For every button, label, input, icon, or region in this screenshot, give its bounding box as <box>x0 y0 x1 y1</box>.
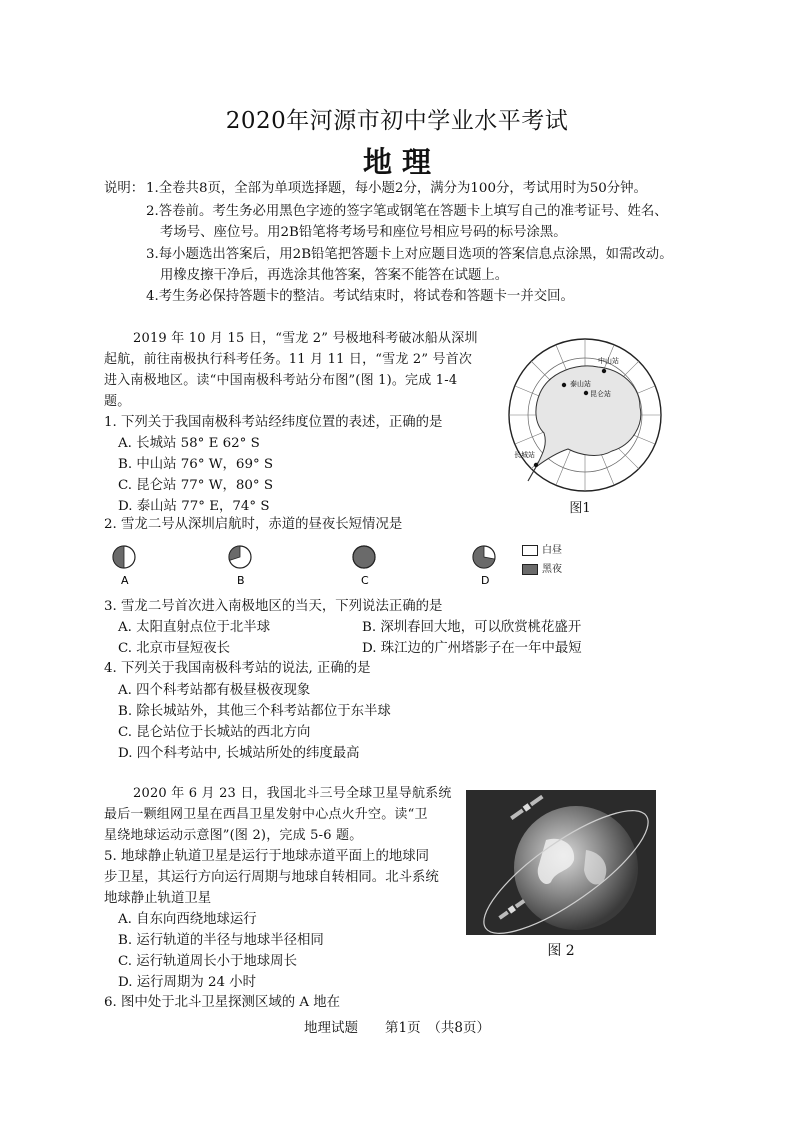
pie-legend <box>522 541 562 575</box>
option-b: B. 运行轨道的半径与地球半径相同 <box>118 933 324 948</box>
option-c: C. 昆仑站位于长城站的西北方向 <box>118 725 311 740</box>
option-b: B. 中山站 76° W，69° S <box>118 457 274 472</box>
instruction-line: 3.每小题选出答案后，用2B铅笔把答题卡上对应题目选项的答案信息点涂黑，如需改动。 <box>146 247 673 262</box>
figure-1-antarctic-map <box>500 333 680 516</box>
pie-option-a <box>113 546 135 587</box>
passage-line: 进入南极地区。读“中国南极科考站分布图”(图 1)。完成 1-4 <box>104 373 458 388</box>
option-d: D. 四个科考站中, 长城站所处的纬度最高 <box>118 746 360 761</box>
page-footer: 地理试题 第1页 （共8页） <box>304 1020 490 1036</box>
question-stem: 地球静止轨道卫星 <box>104 891 212 906</box>
legend-night <box>522 560 562 575</box>
question-stem: 2. 雪龙二号从深圳启航时，赤道的昼夜长短情况是 <box>104 517 403 532</box>
option-d: D. 运行周期为 24 小时 <box>118 975 257 990</box>
question-stem: 5. 地球静止轨道卫星是运行于地球赤道平面上的地球同 <box>104 849 430 864</box>
day-swatch-icon <box>522 545 538 556</box>
exam-title: 2020年河源市初中学业水平考试 <box>225 108 569 134</box>
instruction-line: 4.考生务必保持答题卡的整洁。考试结束时，将试卷和答题卡一并交回。 <box>146 289 574 304</box>
pie-night-slice <box>353 546 375 568</box>
pie-option-b <box>229 546 251 587</box>
passage-line: 题。 <box>104 394 131 409</box>
instructions-prefix: 说明： <box>104 181 145 196</box>
option-c: C. 北京市昼短夜长 <box>118 641 231 656</box>
option-b: B. 深圳春回大地，可以欣赏桃花盛开 <box>362 620 582 635</box>
option-a: A. 长城站 58° E 62° S <box>118 436 260 451</box>
instruction-line: 考场号、座位号。用2B铅笔将考场号和座位号相应号码的标号涂黑。 <box>160 225 567 240</box>
antarctic-map-graphic <box>500 333 680 493</box>
passage-line: 2019 年 10 月 15 日，“雪龙 2” 号极地科考破冰船从深圳 <box>133 331 478 346</box>
question-stem: 1. 下列关于我国南极科考站经纬度位置的表述，正确的是 <box>104 415 443 430</box>
question-stem: 步卫星，其运行方向运行周期与地球自转相同。北斗系统 <box>104 870 439 885</box>
question-stem: 3. 雪龙二号首次进入南极地区的当天，下列说法正确的是 <box>104 599 443 614</box>
option-b: B. 除长城站外，其他三个科考站都位于东半球 <box>118 704 391 719</box>
satellite-orbit-graphic <box>466 790 656 935</box>
changcheng-label: 长城站 <box>514 451 535 459</box>
option-a: A. 太阳直射点位于北半球 <box>118 620 271 635</box>
changcheng-station-marker <box>534 463 538 467</box>
legend-night-label: 黑夜 <box>542 564 562 575</box>
pie-chart-options <box>106 544 506 590</box>
legend-day <box>522 541 562 556</box>
pie-option-label: B <box>237 574 245 587</box>
pie-options <box>106 544 506 590</box>
passage-line: 星绕地球运动示意图”(图 2)，完成 5-6 题。 <box>104 828 363 843</box>
passage-line: 2020 年 6 月 23 日，我国北斗三号全球卫星导航系统 <box>133 786 452 801</box>
subject-title: 地 理 <box>362 145 432 179</box>
passage-line: 起航，前往南极执行科考任务。11 月 11 日，“雪龙 2” 号首次 <box>104 352 473 367</box>
figure-2-satellite-image <box>466 790 656 935</box>
pie-option-c <box>353 546 375 587</box>
pie-option-label: A <box>121 574 129 587</box>
instruction-line: 用橡皮擦干净后，再选涂其他答案，答案不能答在试题上。 <box>160 268 509 283</box>
passage-line: 最后一颗组网卫星在西昌卫星发射中心点火升空。读“卫 <box>104 807 428 822</box>
option-c: C. 运行轨道周长小于地球周长 <box>118 954 297 969</box>
option-a: A. 自东向西绕地球运行 <box>118 912 257 927</box>
taishan-station-marker <box>562 383 566 387</box>
zhongshan-station-marker <box>602 369 606 373</box>
night-swatch-icon <box>522 564 538 575</box>
taishan-label: 泰山站 <box>570 380 591 388</box>
earth-globe <box>514 806 638 930</box>
instruction-line: 1.全卷共8页，全部为单项选择题，每小题2分，满分为100分，考试用时为50分钟。 <box>146 181 647 196</box>
pie-option-label: D <box>481 574 490 587</box>
option-a: A. 四个科考站都有极昼极夜现象 <box>118 683 311 698</box>
kunlun-label: 昆仑站 <box>590 390 611 398</box>
kunlun-station-marker <box>584 391 588 395</box>
option-d: D. 珠江边的广州塔影子在一年中最短 <box>362 641 582 656</box>
pie-option-d <box>473 546 495 587</box>
instruction-line: 2.答卷前。考生务必用黑色字迹的签字笔或钢笔在答题卡上填写自己的准考证号、姓名、 <box>146 204 668 219</box>
figure-2-caption: 图 2 <box>547 943 575 959</box>
figure-1-caption: 图1 <box>569 501 591 516</box>
legend-day-label: 白昼 <box>542 545 562 556</box>
option-c: C. 昆仑站 77° W，80° S <box>118 478 274 493</box>
pie-night-slice <box>113 546 124 568</box>
zhongshan-label: 中山站 <box>598 357 619 365</box>
pie-option-label: C <box>361 574 369 587</box>
question-6-stem: 6. 图中处于北斗卫星探测区域的 A 地在 <box>104 995 341 1010</box>
question-stem: 4. 下列关于我国南极科考站的说法, 正确的是 <box>104 661 371 676</box>
option-d: D. 泰山站 77° E，74° S <box>118 499 270 514</box>
